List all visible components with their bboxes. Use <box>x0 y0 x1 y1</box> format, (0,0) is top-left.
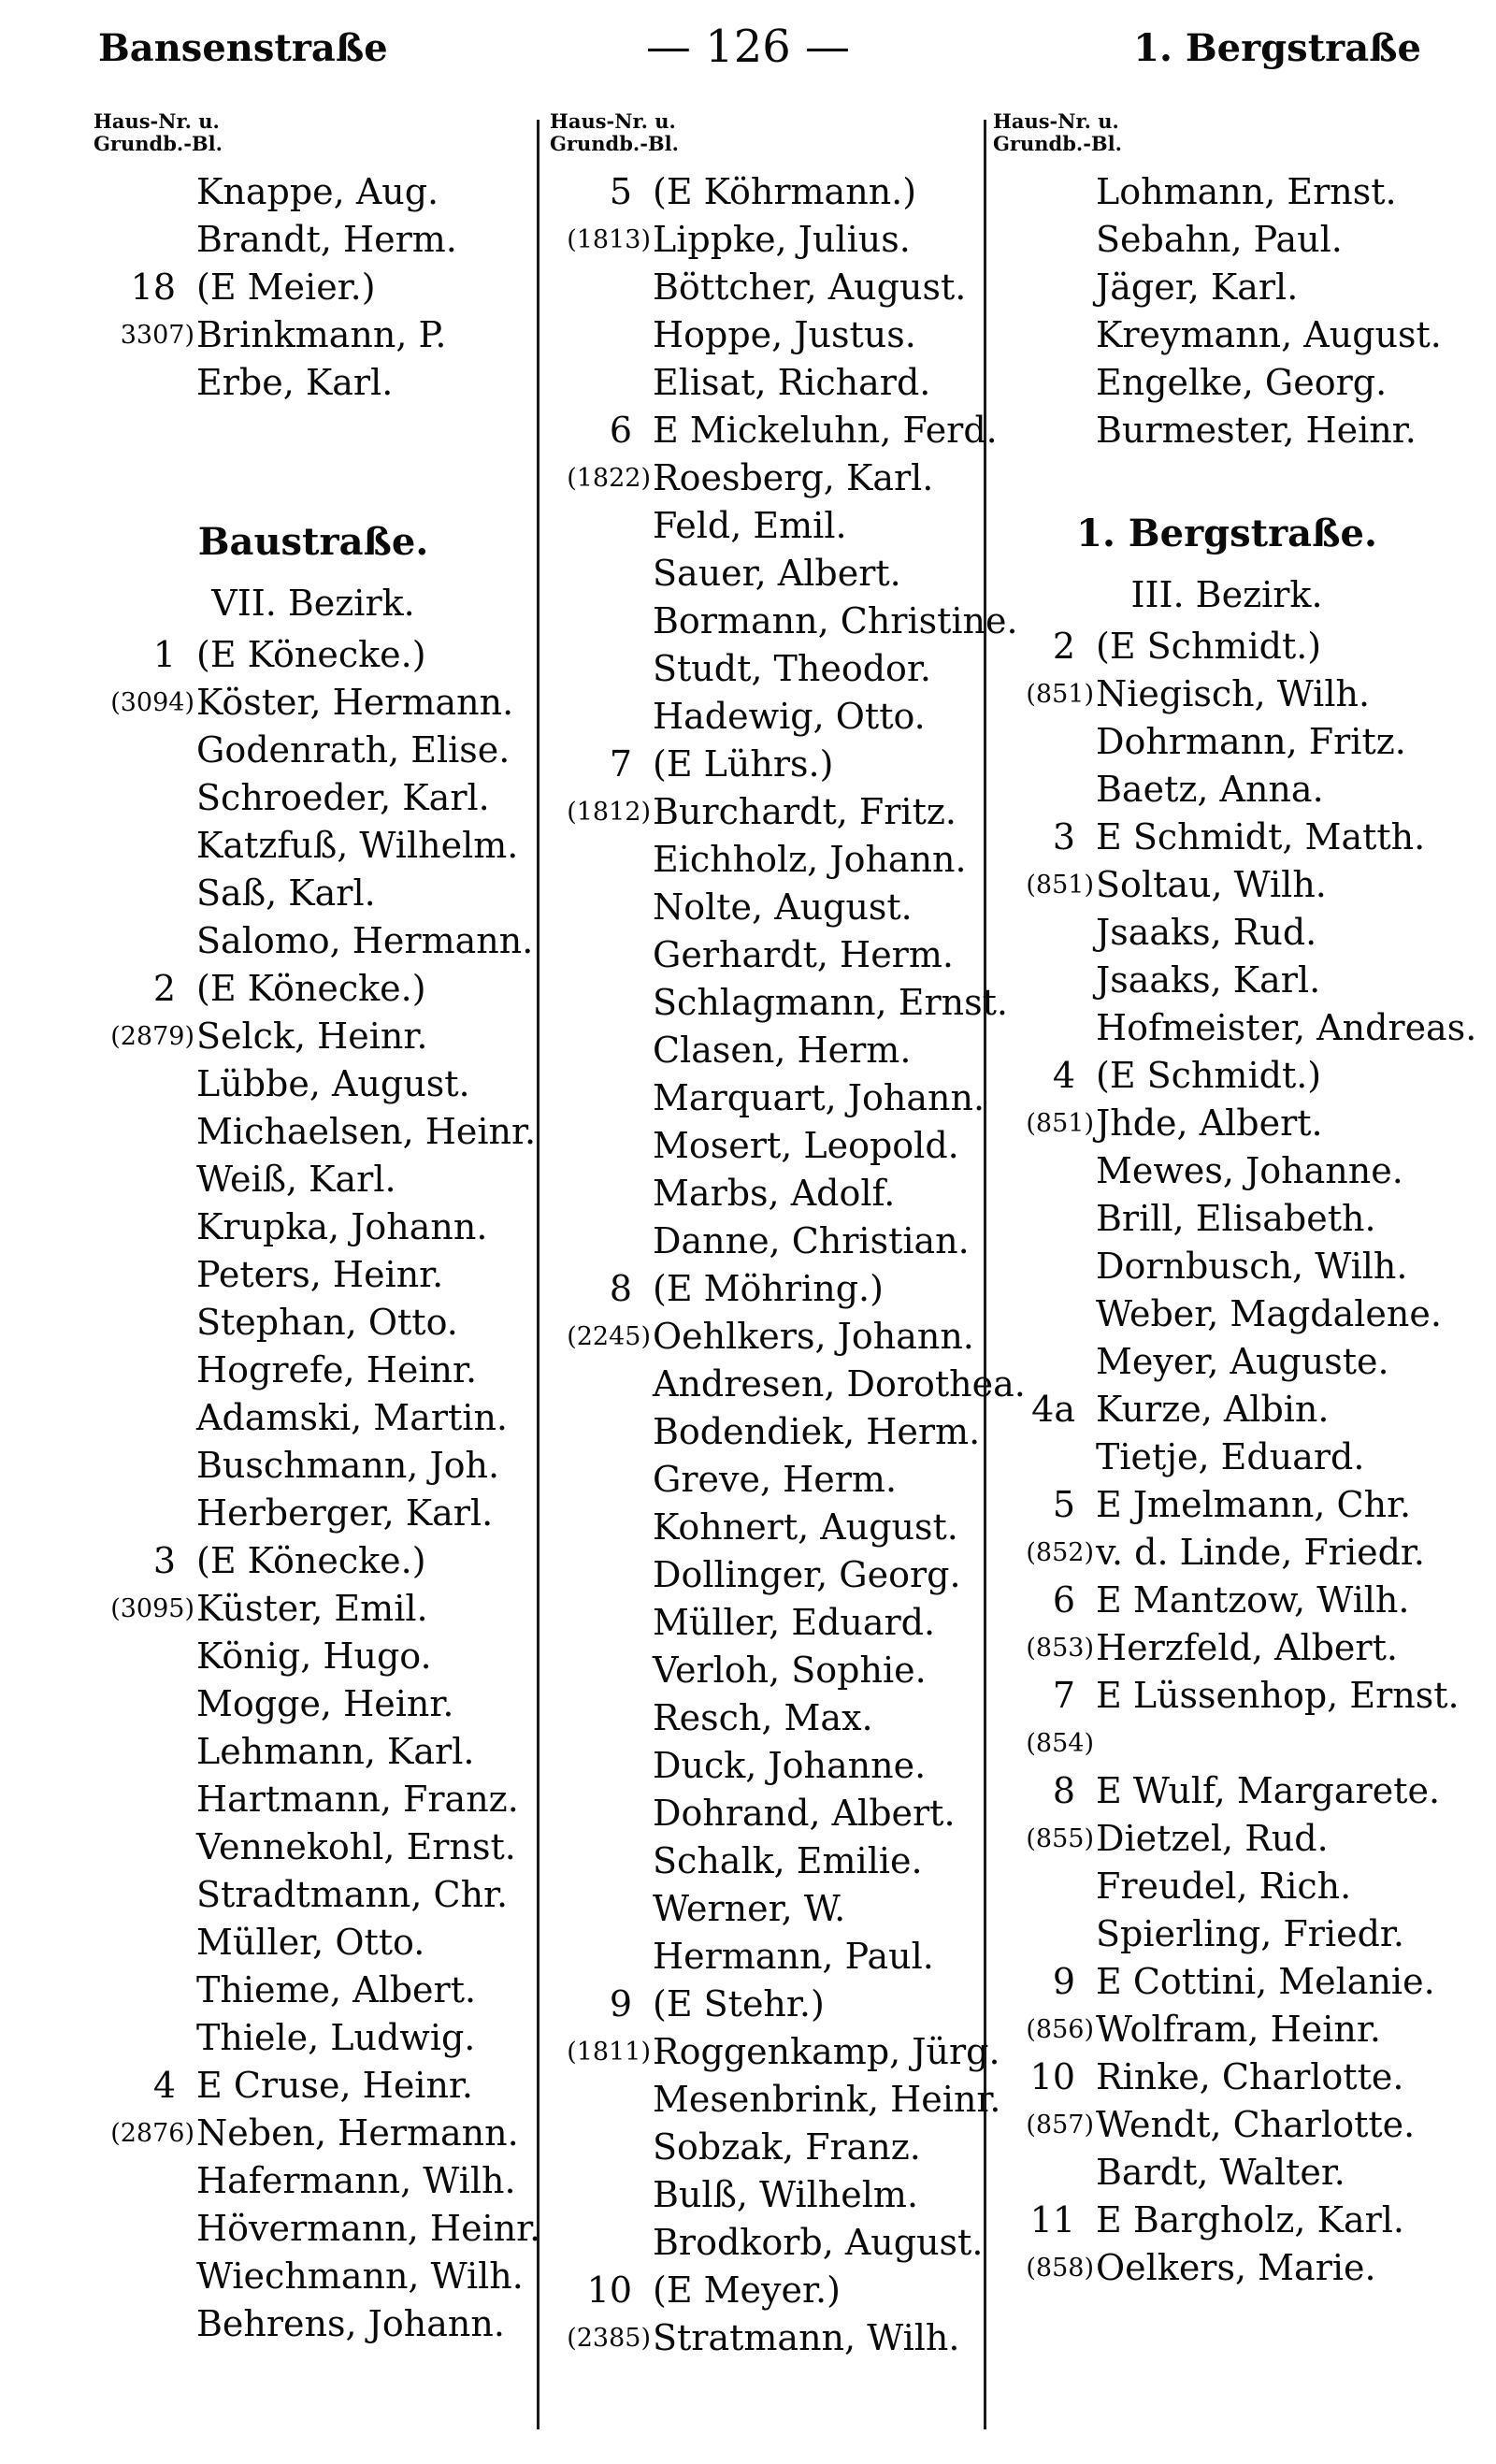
house-number: 6 <box>1052 1579 1075 1621</box>
house-number: 8 <box>1052 1770 1075 1811</box>
resident-line: Bodendiek, Herm. <box>653 1411 981 1452</box>
grundbuch-number: (1811) <box>567 2038 651 2067</box>
street-title: Baustraße. <box>197 520 429 564</box>
resident-line: Resch, Max. <box>653 1697 873 1738</box>
resident-line: (2245) Oehlkers, Johann. <box>550 1313 999 1361</box>
house-number: 9 <box>1052 1961 1075 2002</box>
resident-line <box>993 1720 1460 1767</box>
owner: E Bargholz, Karl. <box>1096 2199 1405 2241</box>
resident-line: Werner, W. <box>653 1888 846 1929</box>
house-entry <box>993 2053 1460 2101</box>
owner: (E Schmidt.) <box>1096 1055 1322 1096</box>
resident-line: Dollinger, Georg. <box>653 1554 961 1595</box>
resident-line: Dornbusch, Wilh. <box>1096 1246 1408 1287</box>
resident-line: Elisat, Richard. <box>653 362 931 403</box>
owner: E Schmidt, Matth. <box>1096 816 1426 857</box>
resident-line: Tietje, Eduard. <box>1096 1436 1365 1477</box>
column-divider <box>537 120 539 2429</box>
owner: E Mickeluhn, Ferd. <box>653 410 998 451</box>
resident-line: Thieme, Albert. <box>196 1969 477 2010</box>
grundbuch-number: (851) <box>1026 871 1094 900</box>
resident-line: Meyer, Auguste. <box>1096 1341 1389 1382</box>
resident-line: Lohmann, Ernst. <box>1096 171 1397 212</box>
owner: E Cruse, Heinr. <box>196 2065 474 2106</box>
resident-line: Sebahn, Paul. <box>1096 219 1343 260</box>
resident-line: (2879) Selck, Heinr. <box>94 1013 533 1060</box>
resident-line: Sobzak, Franz. <box>653 2126 921 2168</box>
resident-line: Brill, Elisabeth. <box>1096 1198 1376 1239</box>
owner: Kurze, Albin. <box>1096 1389 1330 1430</box>
resident-line: Bormann, Christine. <box>653 600 1018 641</box>
owner: (E Könecke.) <box>196 968 426 1009</box>
resident-line: Feld, Emil. <box>653 505 847 546</box>
resident-line: Bardt, Walter. <box>1096 2152 1345 2193</box>
resident-line: Hafermann, Wilh. <box>196 2160 516 2201</box>
resident-line: Danne, Christian. <box>653 1220 970 1261</box>
house-entry <box>993 1767 1460 1815</box>
house-number: 8 <box>609 1268 632 1309</box>
resident-line: Katzfuß, Wilhelm. <box>196 825 519 866</box>
resident-line: (3094) Köster, Hermann. <box>94 679 533 727</box>
resident-line: Baetz, Anna. <box>1096 769 1324 810</box>
house-entry <box>550 1981 999 2028</box>
house-entry <box>550 1265 999 1313</box>
resident-line: Hövermann, Heinr. <box>196 2208 541 2249</box>
resident-line: Mogge, Heinr. <box>196 1683 454 1724</box>
grundbuch-number: (2876) <box>110 2119 194 2148</box>
house-entry <box>94 264 533 311</box>
grundbuch-number: 3307) <box>120 321 194 350</box>
house-entry <box>993 1386 1460 1434</box>
house-entry <box>94 965 533 1013</box>
resident-line: Jsaaks, Karl. <box>1096 959 1321 1001</box>
resident-line: Sauer, Albert. <box>653 553 901 594</box>
resident-line: Brodkorb, August. <box>653 2222 984 2263</box>
resident-line: Burmester, Heinr. <box>1096 410 1417 451</box>
house-entry <box>94 631 533 679</box>
street-title: 1. Bergstraße. <box>1076 512 1377 555</box>
house-number: 18 <box>130 267 176 308</box>
resident-line: Salomo, Hermann. <box>196 920 534 961</box>
resident-line: Gerhardt, Herm. <box>653 934 954 975</box>
resident-line: Studt, Theodor. <box>653 648 931 689</box>
resident-line: Erbe, Karl. <box>196 362 394 403</box>
house-number: 6 <box>609 410 632 451</box>
grundbuch-number: (855) <box>1026 1824 1094 1853</box>
resident-line: Kohnert, August. <box>653 1506 958 1548</box>
owner: E Wulf, Margarete. <box>1096 1770 1441 1811</box>
resident-line: (852) v. d. Linde, Friedr. <box>993 1529 1460 1577</box>
resident-line: Bulß, Wilhelm. <box>653 2174 919 2215</box>
resident-line: Wiechmann, Wilh. <box>196 2255 524 2297</box>
column-heading: Haus-Nr. u. Grundb.-Bl. <box>94 109 223 155</box>
resident-line: (856) Wolfram, Heinr. <box>993 2006 1460 2053</box>
resident-line: (1822) Roesberg, Karl. <box>550 454 999 502</box>
house-number: 11 <box>1029 2199 1075 2241</box>
resident-line: Weber, Magdalene. <box>1096 1293 1442 1334</box>
house-entry <box>993 1052 1460 1100</box>
resident-line: (851) Niegisch, Wilh. <box>993 670 1460 718</box>
grundbuch-number: (853) <box>1026 1634 1094 1663</box>
owner: Rinke, Charlotte. <box>1096 2056 1404 2097</box>
resident-line: Hoppe, Justus. <box>653 314 916 355</box>
resident-line: (1812) Burchardt, Fritz. <box>550 788 999 836</box>
grundbuch-number: (2385) <box>567 2324 651 2353</box>
resident-line: Marquart, Johann. <box>653 1077 985 1118</box>
resident-line: Müller, Otto. <box>196 1922 425 1963</box>
resident-line: Mosert, Leopold. <box>653 1125 959 1166</box>
owner: (E Meier.) <box>196 267 376 308</box>
house-number: 3 <box>152 1540 176 1581</box>
resident-line: Nolte, August. <box>653 886 913 928</box>
resident-line: Michaelsen, Heinr. <box>196 1111 537 1152</box>
column-heading: Haus-Nr. u. Grundb.-Bl. <box>550 109 679 155</box>
resident-line: Dohrand, Albert. <box>653 1793 956 1834</box>
house-entry <box>993 2197 1460 2244</box>
page-number: — 126 — <box>645 21 851 73</box>
grundbuch-number: (3095) <box>110 1594 194 1623</box>
owner: (E Könecke.) <box>196 634 426 675</box>
resident-line: Hofmeister, Andreas. <box>1096 1007 1477 1048</box>
resident-line: Böttcher, August. <box>653 267 967 308</box>
house-entry <box>993 1481 1460 1529</box>
resident-line: Godenrath, Elise. <box>196 729 511 771</box>
resident-line: Hadewig, Otto. <box>653 696 926 737</box>
resident-line: Kreymann, August. <box>1096 314 1442 355</box>
resident-line: Buschmann, Joh. <box>196 1445 500 1486</box>
resident-line: Vennekohl, Ernst. <box>196 1826 516 1867</box>
district-label: III. Bezirk. <box>1130 574 1323 615</box>
resident-line: Freudel, Rich. <box>1096 1866 1352 1907</box>
resident-line: Duck, Johanne. <box>653 1745 927 1786</box>
grundbuch-number: (2879) <box>110 1022 194 1051</box>
house-number: 4a <box>1031 1389 1075 1430</box>
resident-line: Hogrefe, Heinr. <box>196 1349 478 1391</box>
district-label: VII. Bezirk. <box>211 583 415 624</box>
house-number: 1 <box>152 634 176 675</box>
resident-line: (2876) Neben, Hermann. <box>94 2110 533 2157</box>
resident-line: (853) Herzfeld, Albert. <box>993 1624 1460 1672</box>
owner: (E Lührs.) <box>653 743 834 785</box>
resident-line: Engelke, Georg. <box>1096 362 1388 403</box>
resident-line: (858) Oelkers, Marie. <box>993 2244 1460 2292</box>
grundbuch-number: (856) <box>1026 2015 1094 2044</box>
running-header-left: Bansenstraße <box>98 26 388 70</box>
owner: (E Meyer.) <box>653 2269 841 2311</box>
column-2 <box>550 109 1026 2362</box>
column-heading: Haus-Nr. u. Grundb.-Bl. <box>993 109 1122 155</box>
resident-line: (3095) Küster, Emil. <box>94 1585 533 1633</box>
house-number: 2 <box>1052 626 1075 667</box>
owner: (E Könecke.) <box>196 1540 426 1581</box>
house-number: 7 <box>1052 1675 1075 1716</box>
resident-line: (851) Soltau, Wilh. <box>993 861 1460 909</box>
house-number: 10 <box>1029 2056 1075 2097</box>
column-3 <box>993 109 1477 2292</box>
column-1 <box>94 109 541 2348</box>
house-number: 5 <box>609 171 632 212</box>
resident-line: König, Hugo. <box>196 1635 432 1677</box>
resident-line: Marbs, Adolf. <box>653 1173 896 1214</box>
resident-line: Hartmann, Franz. <box>196 1779 519 1820</box>
grundbuch-number: (852) <box>1026 1538 1094 1567</box>
house-entry <box>550 741 999 788</box>
grundbuch-number: (851) <box>1026 680 1094 709</box>
owner: E Lüssenhop, Ernst. <box>1096 1675 1460 1716</box>
resident-line: Spierling, Friedr. <box>1096 1913 1404 1954</box>
resident-line: Schlagmann, Ernst. <box>653 982 1008 1023</box>
owner: (E Köhrmann.) <box>653 171 917 212</box>
grundbuch-number: (1813) <box>567 225 651 254</box>
house-number: 4 <box>152 2065 176 2106</box>
resident-line: Schroeder, Karl. <box>196 777 490 818</box>
resident-line: Herberger, Karl. <box>196 1492 494 1534</box>
owner: (E Schmidt.) <box>1096 626 1322 667</box>
resident-line: Dohrmann, Fritz. <box>1096 721 1406 762</box>
resident-line: Lehmann, Karl. <box>196 1731 475 1772</box>
resident-line: Krupka, Johann. <box>196 1206 488 1247</box>
house-entry <box>993 1672 1460 1720</box>
house-number: 4 <box>1052 1055 1075 1096</box>
resident-line: Verloh, Sophie. <box>653 1650 927 1691</box>
resident-line: Müller, Eduard. <box>653 1602 936 1643</box>
house-entry <box>993 1577 1460 1624</box>
house-entry <box>993 814 1460 861</box>
resident-line: Brandt, Herm. <box>196 219 457 260</box>
house-entry <box>993 623 1460 670</box>
grundbuch-number: (857) <box>1026 2111 1094 2140</box>
resident-line: Eichholz, Johann. <box>653 839 967 880</box>
resident-line: Knappe, Aug. <box>196 171 439 212</box>
house-number: 5 <box>1052 1484 1075 1525</box>
resident-line: Behrens, Johann. <box>196 2303 505 2344</box>
resident-line: Mewes, Johanne. <box>1096 1150 1403 1191</box>
grundbuch-number: (3094) <box>110 688 194 717</box>
resident-line: (1811) Roggenkamp, Jürg. <box>550 2028 999 2076</box>
house-number: 9 <box>609 1983 632 2025</box>
owner: (E Stehr.) <box>653 1983 825 2025</box>
resident-line: (2385) Stratmann, Wilh. <box>550 2314 999 2362</box>
house-number: 10 <box>586 2269 632 2311</box>
resident-line: Stephan, Otto. <box>196 1302 458 1343</box>
resident-line: Schalk, Emilie. <box>653 1840 923 1881</box>
resident-line: 3307) Brinkmann, P. <box>94 311 533 359</box>
resident-line: Weiß, Karl. <box>196 1159 396 1200</box>
owner: E Mantzow, Wilh. <box>1096 1579 1410 1621</box>
resident-line: (855) Dietzel, Rud. <box>993 1815 1460 1863</box>
owner: E Jmelmann, Chr. <box>1096 1484 1412 1525</box>
resident-line: Mesenbrink, Heinr. <box>653 2079 1001 2120</box>
resident-line: Thiele, Ludwig. <box>196 2017 476 2058</box>
resident-line: (851) Jhde, Albert. <box>993 1100 1460 1147</box>
grundbuch-number: (858) <box>1026 2254 1094 2283</box>
resident-line: (1813) Lippke, Julius. <box>550 216 999 264</box>
resident-line: Saß, Karl. <box>196 872 376 914</box>
resident-line: (857) Wendt, Charlotte. <box>993 2101 1460 2149</box>
resident-line: Clasen, Herm. <box>653 1030 912 1071</box>
resident-line: Lübbe, August. <box>196 1063 470 1104</box>
house-number: 2 <box>152 968 176 1009</box>
running-header-right: 1. Bergstraße <box>1133 26 1421 70</box>
resident-line: Andresen, Dorothea. <box>653 1363 1026 1405</box>
resident-line: Adamski, Martin. <box>196 1397 509 1438</box>
house-entry <box>550 2267 999 2314</box>
house-entry <box>94 1537 533 1585</box>
resident-line: Jsaaks, Rud. <box>1096 912 1317 953</box>
resident-line: Stradtmann, Chr. <box>196 1874 509 1915</box>
resident-line: Greve, Herm. <box>653 1459 898 1500</box>
grundbuch-number: (851) <box>1026 1109 1094 1138</box>
grundbuch-number: (1812) <box>567 798 651 827</box>
grundbuch-number: (2245) <box>567 1322 651 1351</box>
owner: E Cottini, Melanie. <box>1096 1961 1435 2002</box>
resident-line: Peters, Heinr. <box>196 1254 444 1295</box>
house-entry <box>993 1958 1460 2006</box>
resident-line: Jäger, Karl. <box>1096 267 1299 308</box>
house-entry <box>550 407 999 454</box>
owner: (E Möhring.) <box>653 1268 884 1309</box>
house-number: 7 <box>609 743 632 785</box>
grundbuch-number: (854) <box>1026 1729 1094 1758</box>
house-entry <box>550 168 999 216</box>
resident-line: Hermann, Paul. <box>653 1936 934 1977</box>
house-number: 3 <box>1052 816 1075 857</box>
grundbuch-number: (1822) <box>567 464 651 493</box>
house-entry <box>94 2062 533 2110</box>
